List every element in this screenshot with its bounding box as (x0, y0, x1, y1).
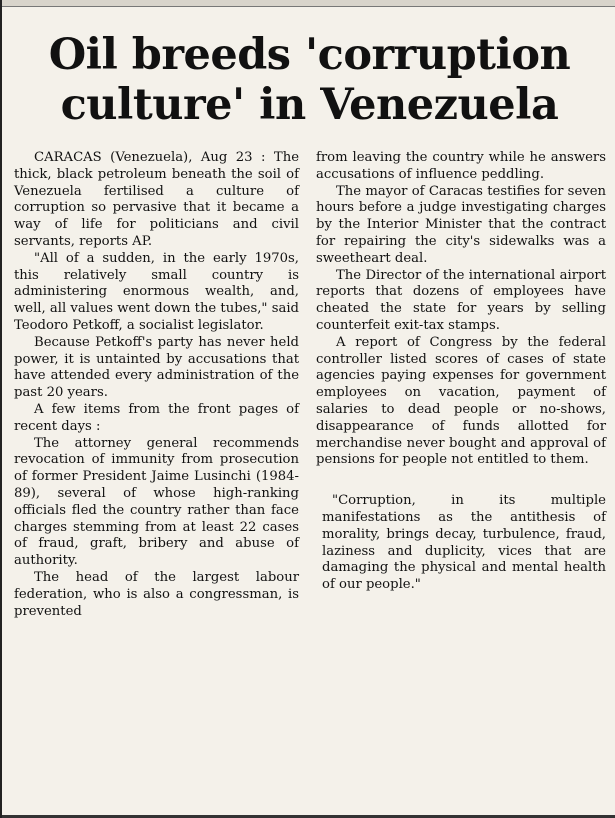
continued-paragraph: from leaving the country while he answers accusations of influence peddling. (316, 150, 606, 182)
closing-quote: "Corruption, in its multiple manifestations as the antithesis of morality, brings decay, turbulence, fraud, laziness and duplicity, vices that are damaging the physical and mental health of our people." (322, 493, 606, 593)
headline (12, 30, 607, 130)
labour-federation-paragraph: The head of the largest labour federation, who is also a congressman, is prevented (14, 569, 299, 619)
left-column (14, 150, 299, 620)
petkoff-quote-paragraph: "All of a sudden, in the early 1970s, this relatively small country is administering enormous wealth, and, well, all values went down the tubes," said Teodoro Petkoff, a socialist legislator. (14, 250, 299, 333)
dateline-paragraph: CARACAS (Venezuela), Aug 23 : The thick, black petroleum beneath the soil of Venezuela fertilised a culture of corruption so pervasive that it became a way of life for politicians and civil servants, reports AP. (14, 150, 299, 249)
petkoff-party-paragraph: Because Petkoff's party has never held power, it is untainted by accusations that have attended every administration of the past 20 years. (14, 334, 299, 401)
clipping-top-edge (2, 0, 615, 7)
headline-line-2: culture' in Venezuela (60, 80, 559, 130)
congress-report-paragraph: A report of Congress by the federal controller listed scores of cases of state agencies paying expenses for government employees on vacation, payment of salaries to dead people or no-shows, disappearance of funds allotted for merchandise never bought and approval of pensions for people not entitled to them. (316, 334, 606, 468)
front-pages-paragraph: A few items from the front pages of recent days : (14, 401, 299, 434)
airport-paragraph: The Director of the international airport reports that dozens of employees have cheated the state for years by selling counterfeit exit-tax stamps. (316, 267, 606, 333)
attorney-general-paragraph: The attorney general recommends revocation of immunity from prosecution of former President Jaime Lusinchi (1984-89), several of whose high-ranking officials fled the country rather than face charges stemming from at least 22 cases of fraud, graft, bribery and abuse of authority. (14, 435, 299, 569)
mayor-paragraph: The mayor of Caracas testifies for seven hours before a judge investigating charges by the Interior Minister that the contract for repairing the city's sidewalks was a sweetheart deal. (316, 183, 606, 266)
right-column (316, 150, 606, 594)
headline-line-1: Oil breeds 'corruption (48, 30, 571, 80)
